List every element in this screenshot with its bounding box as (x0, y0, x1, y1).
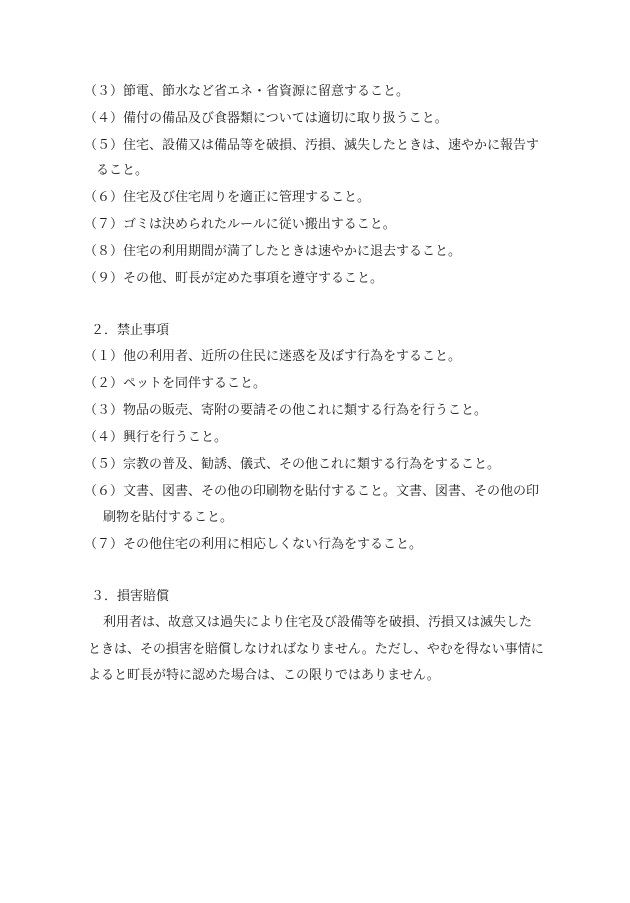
damages-paragraph-line-1: 利用者は、故意又は過失により住宅及び設備等を破損、汚損又は滅失した (103, 615, 533, 630)
prohibited-item-3: （３）物品の販売、寄附の要請その他これに類する行為を行うこと。 (84, 403, 488, 418)
prohibited-item-7: （７）その他住宅の利用に相応しくない行為をすること。 (84, 537, 423, 552)
prohibited-item-6-continued: 刷物を貼付すること。 (103, 510, 234, 525)
damages-paragraph-line-2: ときは、その損害を賠償しなければなりません。ただし、やむを得ない事情に (88, 642, 544, 657)
section-heading-damages: ３．損害賠償 (91, 589, 170, 604)
rule-item-6: （６）住宅及び住宅周りを適正に管理すること。 (84, 190, 371, 205)
prohibited-item-4: （４）興行を行うこと。 (84, 430, 228, 445)
prohibited-item-5: （５）宗教の普及、勧誘、儀式、その他これに類する行為をすること。 (84, 457, 501, 472)
rule-item-3: （３）節電、節水など省エネ・省資源に留意すること。 (84, 84, 410, 99)
damages-paragraph-line-3: よると町長が特に認めた場合は、この限りではありません。 (88, 668, 440, 683)
rule-item-4: （４）備付の備品及び食器類については適切に取り扱うこと。 (84, 111, 448, 126)
rule-item-5: （５）住宅、設備又は備品等を破損、汚損、滅失したときは、速やかに報告す (84, 138, 540, 153)
prohibited-item-2: （２）ペットを同伴すること。 (84, 376, 267, 391)
rule-item-5-continued: ること。 (96, 163, 149, 178)
rule-item-8: （８）住宅の利用期間が満了したときは速やかに退去すること。 (84, 244, 462, 259)
prohibited-item-6: （６）文書、図書、その他の印刷物を貼付すること。文書、図書、その他の印 (84, 484, 540, 499)
rule-item-7: （７）ゴミは決められたルールに従い搬出すること。 (84, 217, 396, 232)
prohibited-item-1: （１）他の利用者、近所の住民に迷惑を及ぼす行為をすること。 (84, 349, 462, 364)
section-heading-prohibited: ２．禁止事項 (91, 323, 170, 338)
rule-item-9: （９）その他、町長が定めた事項を遵守すること。 (84, 271, 384, 286)
